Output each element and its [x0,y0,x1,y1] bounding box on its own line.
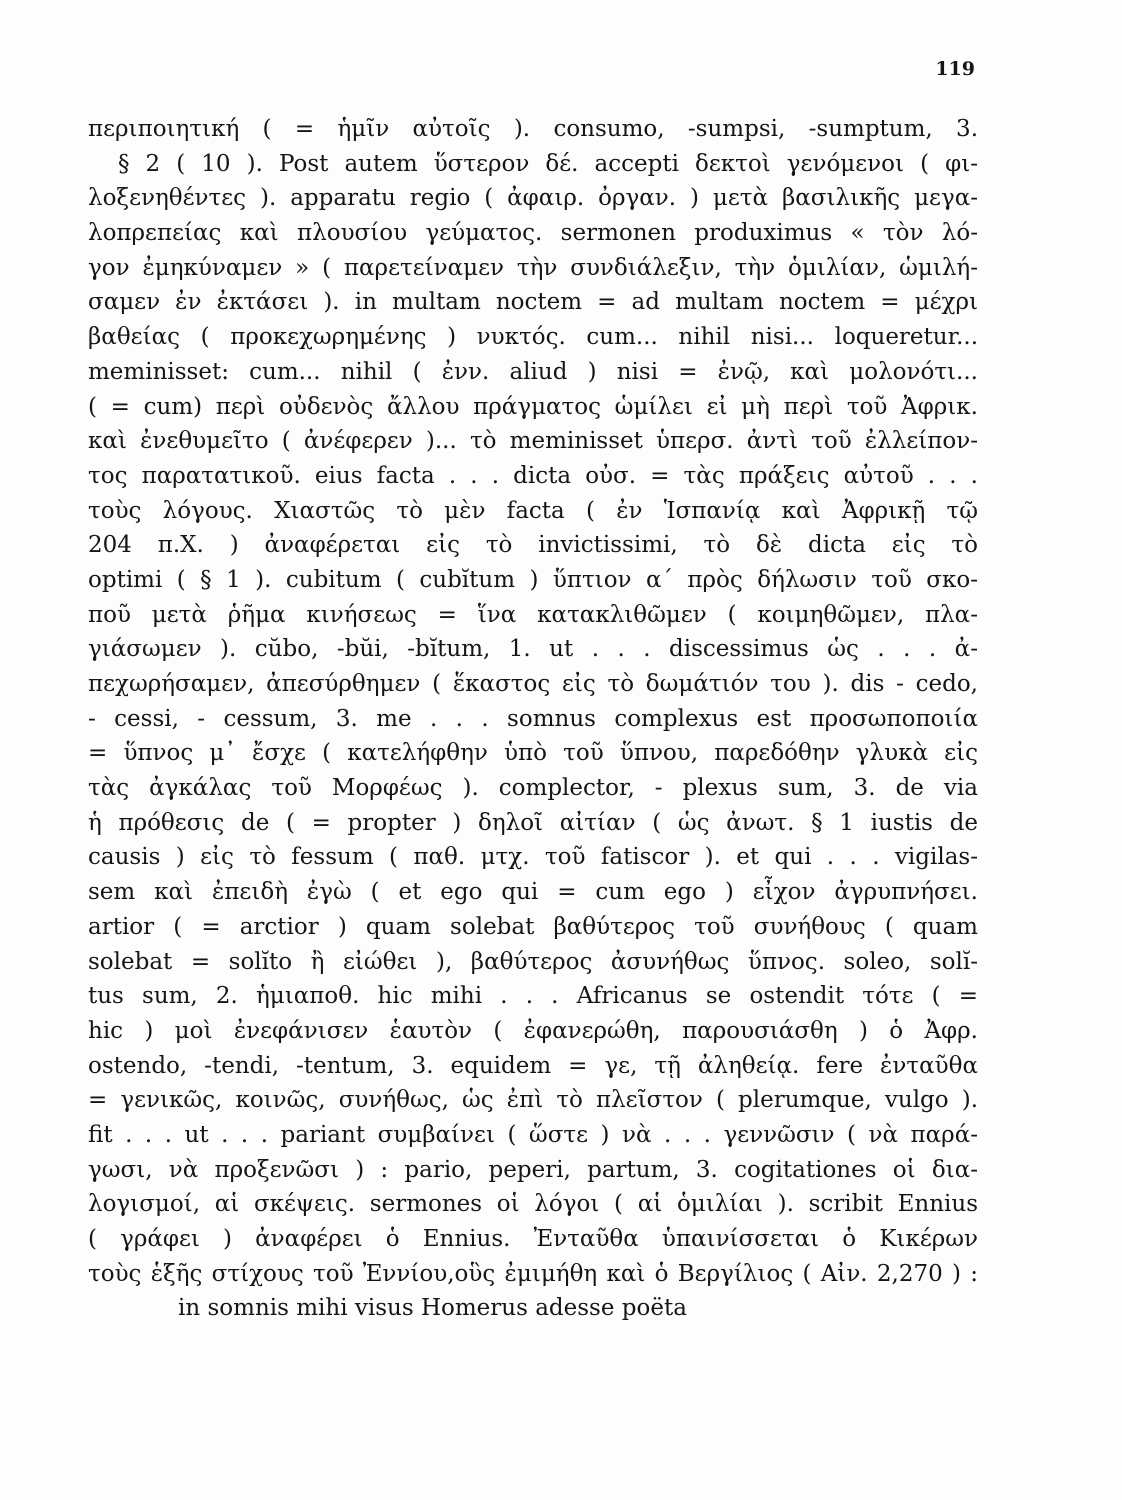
text-line: λογισμοί, αἱ σκέψεις. sermones οἱ λόγοι ( αἱ ὁμιλίαι ). scribit Ennius [88,1191,978,1218]
text-line: ostendo, -tendi, -tentum, 3. equidem = γε, τῇ ἀληθείᾳ. fere ἐνταῦθα [88,1052,978,1079]
text-line: = ὕπνος μ᾽ ἔσχε ( κατελήφθην ὑπὸ τοῦ ὕπνου, παρεδόθην γλυκὰ εἰς [88,740,978,767]
verse-quotation-line: in somnis mihi visus Homerus adesse poëta [178,1295,687,1322]
text-line: περιποιητική ( = ἡμῖν αὐτοῖς ). consumo, -sumpsi, -sumptum, 3. [88,116,978,142]
text-line: τοὺς λόγους. Χιαστῶς τὸ μὲν facta ( ἐν Ἱσπανίᾳ καὶ Ἀφρικῇ τῷ [88,497,978,524]
page-number: 119 [935,58,975,80]
text-line: γωσι, νὰ προξενῶσι ) : pario, peperi, partum, 3. cogitationes οἱ δια- [88,1156,978,1183]
text-line: 204 π.Χ. ) ἀναφέρεται εἰς τὸ invictissimi, τὸ δὲ dicta εἰς τὸ [88,532,978,559]
text-line: ποῦ μετὰ ῥῆμα κινήσεως = ἵνα κατακλιθῶμεν ( κοιμηθῶμεν, πλα- [88,601,978,628]
text-line: γον ἐμηκύναμεν » ( παρετείναμεν τὴν συνδιάλεξιν, τὴν ὁμιλίαν, ὡμιλή- [88,254,978,281]
text-line: καὶ ἐνεθυμεῖτο ( ἀνέφερεν )... τὸ meminisset ὑπερσ. ἀντὶ τοῦ ἐλλείπον- [88,428,978,455]
text-line: πεχωρήσαμεν, ἀπεσύρθημεν ( ἕκαστος εἰς τὸ δωμάτιόν του ). dis - cedo, [88,671,978,697]
text-line: sem καὶ ἐπειδὴ ἐγὼ ( et ego qui = cum ego ) εἶχον ἀγρυπνήσει. [88,879,978,906]
text-line: σαμεν ἐν ἐκτάσει ). in multam noctem = ad multam noctem = μέχρι [88,289,978,316]
text-line: ( = cum) περὶ οὐδενὸς ἄλλου πράγματος ὡμίλει εἰ μὴ περὶ τοῦ Ἀφρικ. [88,393,978,420]
text-line: artior ( = arctior ) quam solebat βαθύτερος τοῦ συνήθους ( quam [88,913,978,940]
text-line: optimi ( § 1 ). cubitum ( cubĭtum ) ὕπτιον α΄ πρὸς δήλωσιν τοῦ σκο- [88,566,978,593]
text-line: meminisset: cum... nihil ( ἐνν. aliud ) nisi = ἐνῷ, καὶ μολονότι... [88,358,978,385]
text-line: ( γράφει ) ἀναφέρει ὁ Ennius. Ἐνταῦθα ὑπαινίσσεται ὁ Κικέρων [88,1226,978,1252]
text-line: βαθείας ( προκεχωρημένης ) νυκτός. cum... nihil nisi... loqueretur... [88,324,978,351]
text-line: - cessi, - cessum, 3. me . . . somnus complexus est προσωποποιία [88,705,978,732]
text-line: τος παρατατικοῦ. eius facta . . . dicta οὐσ. = τὰς πράξεις αὐτοῦ . . . [88,462,978,489]
text-line: hic ) μοὶ ἐνεφάνισεν ἑαυτὸν ( ἐφανερώθη, παρουσιάσθη ) ὁ Ἀφρ. [88,1017,978,1044]
text-line: causis ) εἰς τὸ fessum ( παθ. μτχ. τοῦ fatiscor ). et qui . . . vigilas- [88,844,978,871]
text-line: = γενικῶς, κοινῶς, συνήθως, ὡς ἐπὶ τὸ πλεῖστον ( plerumque, vulgo ). [88,1087,978,1114]
text-line: fit . . . ut . . . pariant συμβαίνει ( ὥστε ) νὰ . . . γεννῶσιν ( νὰ παρά- [88,1121,978,1148]
commentary-text [88,112,978,1326]
text-line: τὰς ἀγκάλας τοῦ Μορφέως ). complector, - plexus sum, 3. de via [88,775,978,802]
text-line: λοπρεπείας καὶ πλουσίου γεύματος. sermonen produximus « τὸν λό- [88,220,978,247]
text-line: τοὺς ἑξῆς στίχους τοῦ Ἐννίου,οὓς ἐμιμήθη καὶ ὁ Βεργίλιος ( Αἰν. 2,270 ) : [88,1260,978,1287]
text-line: solebat = solĭto ἢ εἰώθει ), βαθύτερος ἀσυνήθως ὕπνος. soleo, solĭ- [88,948,978,975]
text-line: λοξενηθέντες ). apparatu regio ( ἀφαιρ. ὀργαν. ) μετὰ βασιλικῆς μεγα- [88,185,978,212]
text-line: § 2 ( 10 ). Post autem ὕστερον δέ. accepti δεκτοὶ γενόμενοι ( φι- [118,150,978,177]
text-line: ἡ πρόθεσις de ( = propter ) δηλοῖ αἰτίαν ( ὡς ἀνωτ. § 1 iustis de [88,809,978,836]
text-line: tus sum, 2. ἡμιαποθ. hic mihi . . . Africanus se ostendit τότε ( = [88,983,978,1010]
text-line: γιάσωμεν ). cŭbo, -bŭi, -bĭtum, 1. ut . . . discessimus ὡς . . . ἀ- [88,636,978,663]
